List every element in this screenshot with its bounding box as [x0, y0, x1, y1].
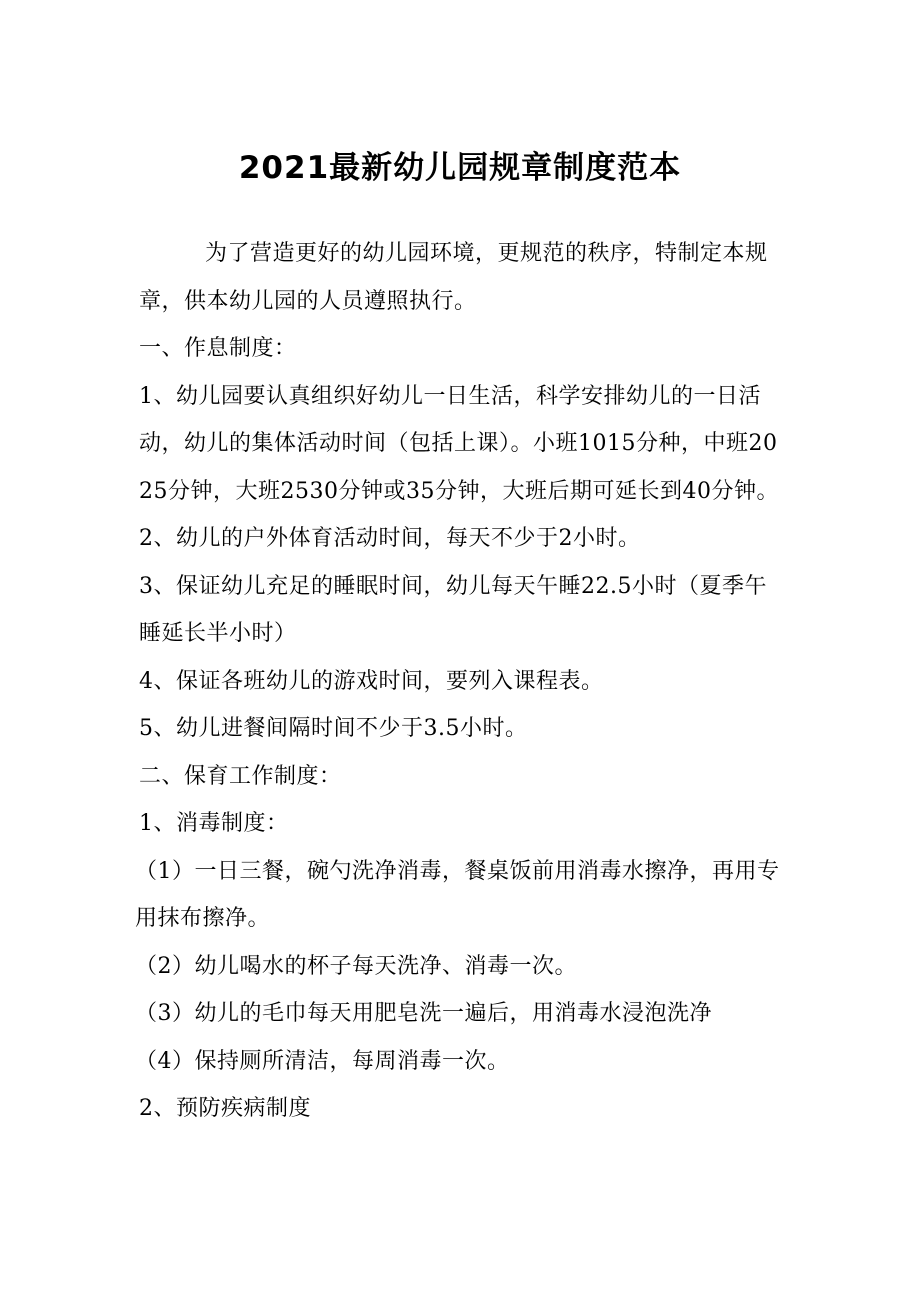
sub-list-item: （2）幼儿喝水的杯子每天洗净、消毒一次。: [135, 953, 577, 979]
sub-list-item: （4）保持厕所清洁，每周消毒一次。: [135, 1048, 510, 1074]
list-item: 2、预防疾病制度: [139, 1096, 311, 1121]
list-item: 4、保证各班幼儿的游戏时间，要列入课程表。: [139, 668, 604, 694]
document-title: 2021最新幼儿园规章制度范本: [238, 150, 682, 186]
list-item: 3、保证幼儿充足的睡眠时间，幼儿每天午睡22.5小时（夏季午睡延长半小时）: [139, 573, 767, 646]
list-item: 1、消毒制度：: [139, 811, 289, 836]
intro-paragraph: 为了营造更好的幼儿园环境，更规范的秩序，特制定本规章，供本幼儿园的人员遵照执行。: [139, 241, 768, 314]
sub-list-item: （1）一日三餐，碗勺洗净消毒，餐桌饭前用消毒水擦净，再用专用抹布擦净。: [135, 858, 780, 931]
list-item: 2、幼儿的户外体育活动时间，每天不少于2小时。: [139, 526, 641, 551]
section-heading: 二、保育工作制度：: [139, 763, 342, 789]
list-item: 5、幼儿进餐间隔时间不少于3.5小时。: [139, 716, 528, 741]
list-item: 1、幼儿园要认真组织好幼儿一日生活，科学安排幼儿的一日活动，幼儿的集体活动时间（包括上课）。小班1015分种，中班2025分钟，大班2530分钟或35分钟，大班后期可延长到40分钟。: [139, 383, 779, 504]
document-body: [135, 230, 789, 1133]
sub-list-item: （3）幼儿的毛巾每天用肥皂洗一遍后，用消毒水浸泡洗净: [135, 1001, 712, 1026]
section-heading: 一、作息制度：: [139, 336, 297, 361]
